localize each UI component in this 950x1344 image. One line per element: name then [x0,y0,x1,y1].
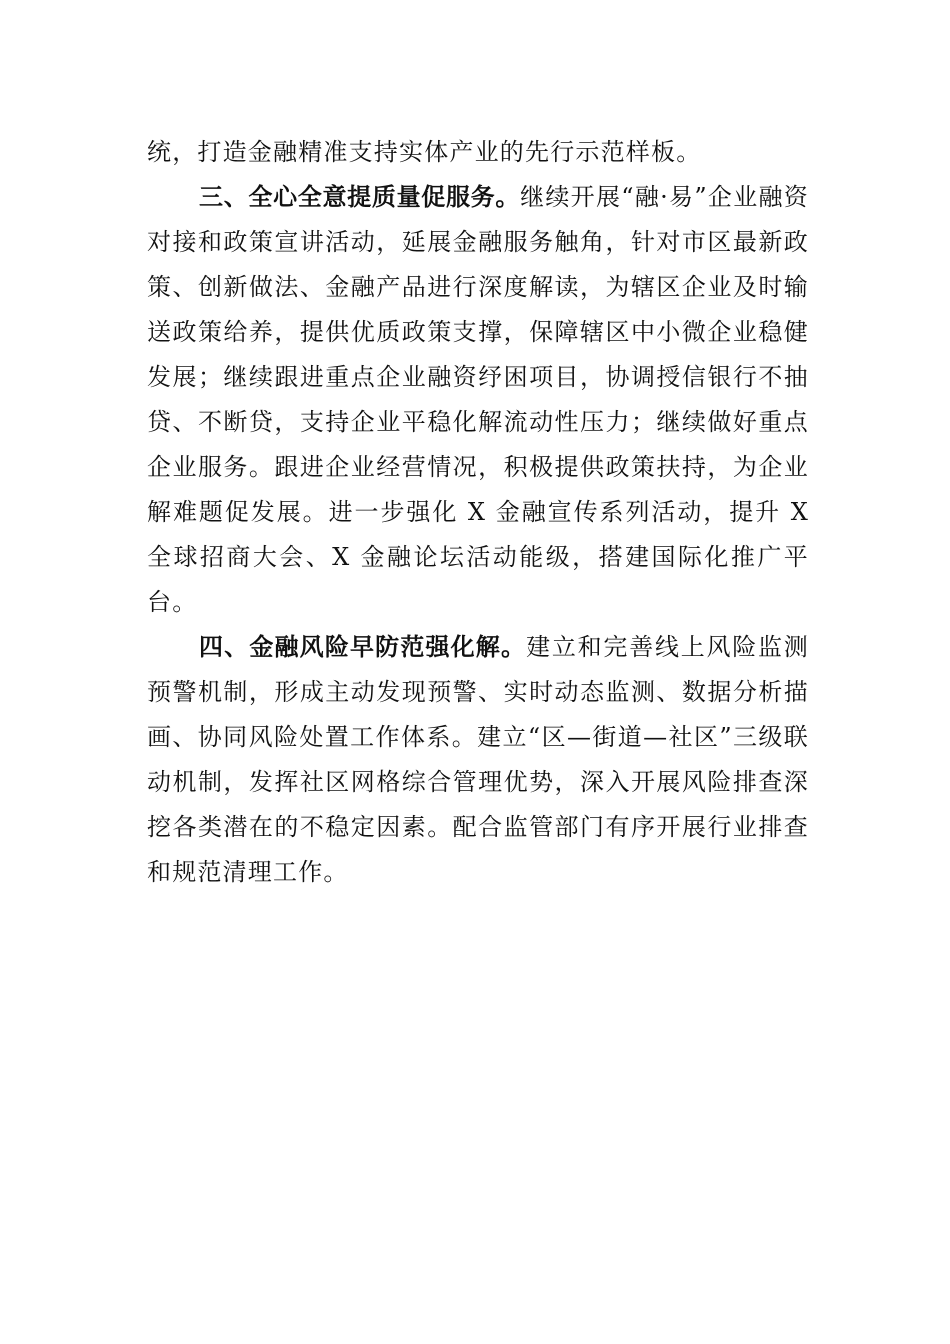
paragraph-text: 继续开展“融·易”企业融资对接和政策宣讲活动，延展金融服务触角，针对市区最新政策、创新做法、金融产品进行深度解读，为辖区企业及时输送政策给养，提供优质政策支撑，保障辖区中小微企业稳健发展；继续跟进重点企业融资纾困项目，协调授信银行不抽贷、不断贷，支持企业平稳化解流动性压力；继续做好重点企业服务。跟进企业经营情况，积极提供政策扶持，为企业解难题促发展。进一步强化 X 金融宣传系列活动，提升 X 全球招商大会、X 金融论坛活动能级，搭建国际化推广平台。 [147,183,809,616]
paragraph-section-3 [147,175,809,625]
paragraph-continuation [147,130,809,175]
section-heading-4: 四、金融风险早防范强化解。 [199,633,527,661]
document-body [147,130,809,895]
paragraph-section-4 [147,625,809,895]
paragraph-text: 统，打造金融精准支持实体产业的先行示范样板。 [147,138,702,166]
section-heading-3: 三、全心全意提质量促服务。 [199,183,521,211]
paragraph-text: 建立和完善线上风险监测预警机制，形成主动发现预警、实时动态监测、数据分析描画、协同风险处置工作体系。建立“区—街道—社区”三级联动机制，发挥社区网格综合管理优势，深入开展风险排查深挖各类潜在的不稳定因素。配合监管部门有序开展行业排查和规范清理工作。 [147,633,809,886]
